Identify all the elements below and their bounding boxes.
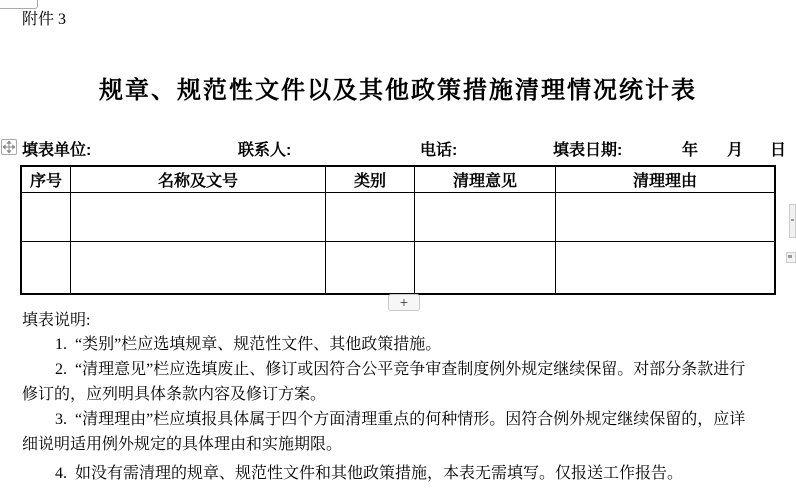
column-header-category: 类别 [326, 166, 415, 193]
table-cell[interactable] [556, 193, 776, 242]
column-header-reason: 清理理由 [556, 166, 776, 193]
table-row [21, 242, 775, 295]
table-cell[interactable] [21, 242, 71, 295]
note-line-3: 3. “清理理由”栏应填报具体属于四个方面清理重点的何种情形。因符合例外规定继续保留的，应详 [55, 411, 746, 428]
column-header-name-number: 名称及文号 [71, 166, 326, 193]
table-cell[interactable] [326, 242, 415, 295]
note-line-3-cont: 细说明适用例外规定的具体理由和实施期限。 [22, 436, 343, 453]
note-line-2-cont: 修订的，应列明具体条款内容及修订方案。 [22, 386, 327, 403]
table-cell[interactable] [556, 242, 776, 295]
column-header-opinion: 清理意见 [415, 166, 556, 193]
day-label: 日 [770, 142, 787, 159]
form-header-line [0, 137, 796, 157]
column-header-serial: 序号 [21, 166, 71, 193]
notes-heading: 填表说明: [22, 312, 91, 329]
table-cell[interactable] [71, 242, 326, 295]
table-header-row [21, 166, 775, 193]
table-cell[interactable] [21, 193, 71, 242]
contact-label: 联系人: [238, 142, 292, 159]
window-fragment-right [786, 252, 796, 263]
fill-date-label: 填表日期: [553, 142, 623, 159]
table-cell[interactable] [415, 242, 556, 295]
table-cell[interactable] [71, 193, 326, 242]
note-line-2: 2. “清理意见”栏应选填废止、修订或因符合公平竞争审查制度例外规定继续保留。对部分条款进行 [55, 361, 746, 378]
insert-row-button[interactable]: + [388, 294, 420, 311]
table-cell[interactable] [415, 193, 556, 242]
month-label: 月 [727, 142, 744, 159]
table-row [21, 193, 775, 242]
fill-unit-label: 填表单位: [22, 142, 92, 159]
year-label: 年 [682, 142, 699, 159]
note-line-1: 1. “类别”栏应选填规章、规范性文件、其他政策措施。 [55, 336, 442, 353]
clearance-table [20, 165, 776, 295]
note-line-4: 4. 如没有需清理的规章、规范性文件和其他政策措施，本表无需填写。仅报送工作报告。 [55, 465, 684, 482]
scrollbar-fragment[interactable] [789, 204, 796, 238]
phone-label: 电话: [420, 142, 458, 159]
page-title: 规章、规范性文件以及其他政策措施清理情况统计表 [99, 77, 697, 104]
attachment-label: 附件 3 [22, 11, 67, 28]
table-cell[interactable] [326, 193, 415, 242]
